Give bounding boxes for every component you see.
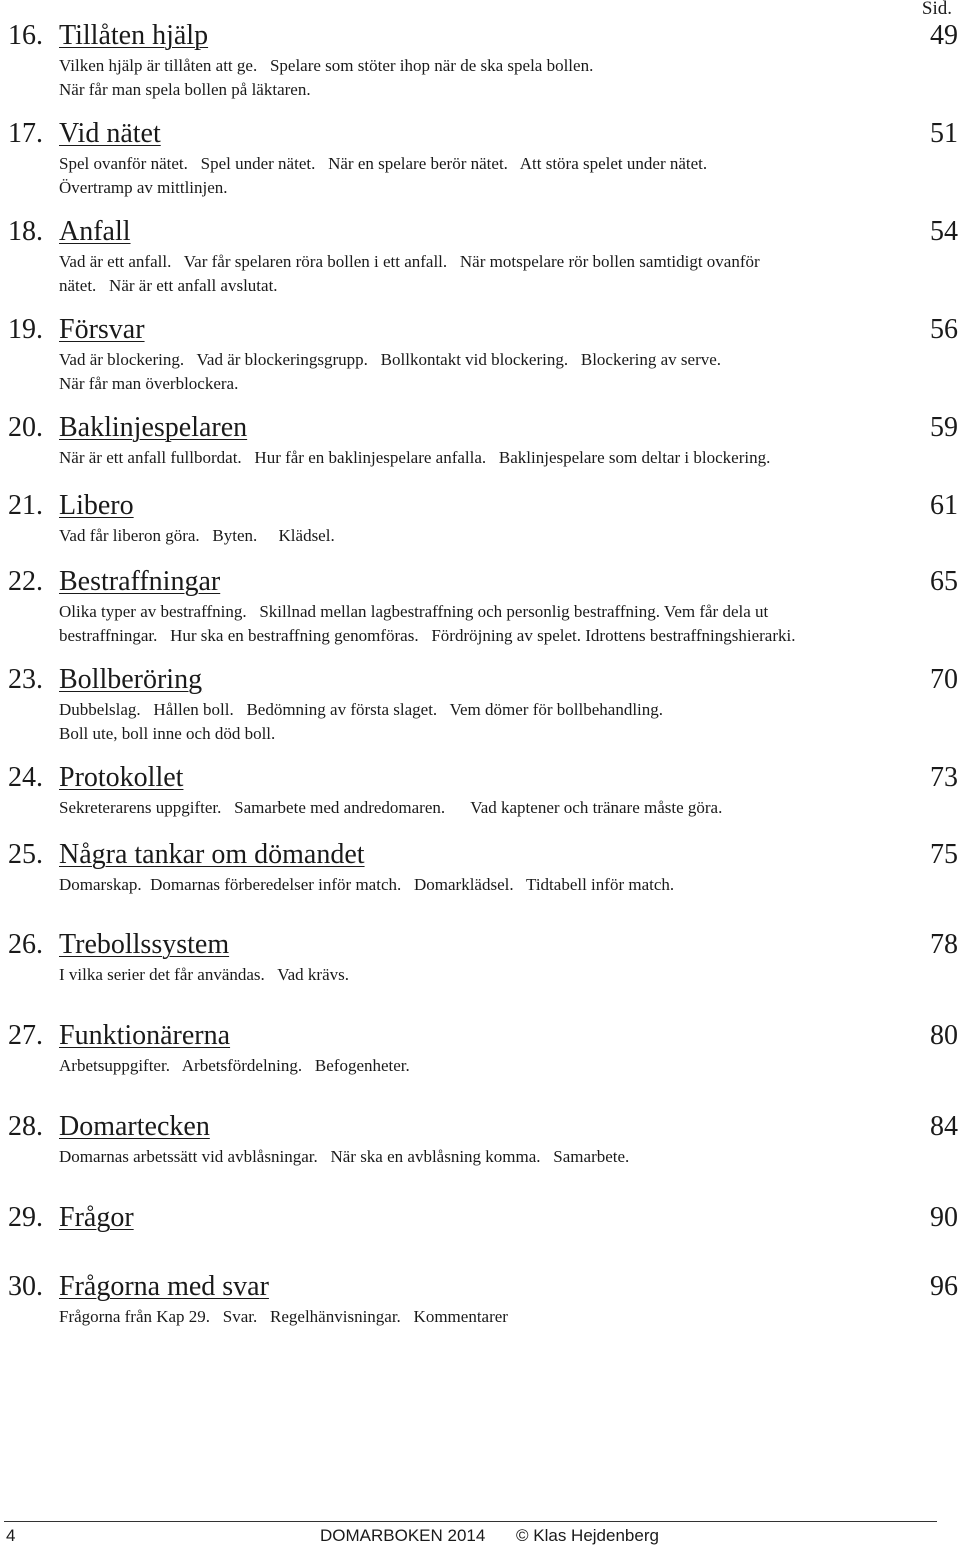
toc-entry-heading: [0, 760, 960, 796]
page-column-label: Sid.: [921, 0, 952, 19]
description-line: Vilken hjälp är tillåten att ge. Spelare som stöter ihop när de ska spela bollen.: [59, 56, 594, 75]
chapter-page-number: 75: [930, 839, 958, 870]
chapter-number: 19.: [8, 314, 43, 345]
description-line: bestraffningar. Hur ska en bestraffning genomföras. Fördröjning av spelet. Idrottens bestraffningshierarki.: [59, 626, 796, 645]
chapter-page-number: 96: [930, 1271, 958, 1302]
chapter-number: 27.: [8, 1020, 43, 1051]
chapter-description: [59, 963, 939, 987]
chapter-number: 29.: [8, 1202, 43, 1233]
description-line: Boll ute, boll inne och död boll.: [59, 724, 276, 743]
chapter-title-link[interactable]: Frågor: [59, 1202, 134, 1233]
description-line: Vad är blockering. Vad är blockeringsgrupp. Bollkontakt vid blockering. Blockering av serve.: [59, 350, 722, 369]
chapter-page-number: 59: [930, 412, 958, 443]
chapter-title-link[interactable]: Tillåten hjälp: [59, 20, 209, 51]
chapter-number: 22.: [8, 566, 43, 597]
chapter-page-number: 65: [930, 566, 958, 597]
footer-page-number: 4: [6, 1526, 16, 1545]
chapter-title-link[interactable]: Vid nätet: [59, 118, 161, 149]
chapter-number: 30.: [8, 1271, 43, 1302]
toc-entry-heading: [0, 1200, 960, 1236]
description-line: När får man överblockera.: [59, 374, 239, 393]
chapter-description: [59, 873, 939, 897]
toc-entry-heading: [0, 18, 960, 54]
chapter-page-number: 56: [930, 314, 958, 345]
description-line: Sekreterarens uppgifter. Samarbete med andredomaren. Vad kaptener och tränare måste göra.: [59, 798, 723, 817]
description-line: Frågorna från Kap 29. Svar. Regelhänvisningar. Kommentarer: [59, 1307, 508, 1326]
chapter-number: 25.: [8, 839, 43, 870]
description-line: Vad får liberon göra. Byten. Klädsel.: [59, 526, 335, 545]
chapter-page-number: 70: [930, 664, 958, 695]
chapter-description: [59, 446, 939, 470]
toc-entry-heading: [0, 1109, 960, 1145]
chapter-description: [59, 796, 939, 820]
chapter-title-link[interactable]: Libero: [59, 490, 134, 521]
chapter-number: 21.: [8, 490, 43, 521]
chapter-number: 17.: [8, 118, 43, 149]
chapter-description: [59, 1145, 939, 1169]
chapter-description: [59, 600, 939, 648]
description-line: Arbetsuppgifter. Arbetsfördelning. Befogenheter.: [59, 1056, 410, 1075]
chapter-page-number: 54: [930, 216, 958, 247]
chapter-title-link[interactable]: Anfall: [59, 216, 131, 247]
chapter-description: [59, 1054, 939, 1078]
toc-entry-heading: [0, 662, 960, 698]
toc-entry-heading: [0, 1269, 960, 1305]
chapter-title-link[interactable]: Försvar: [59, 314, 145, 345]
chapter-description: [59, 250, 939, 298]
chapter-description: [59, 348, 939, 396]
toc-entry-heading: [0, 488, 960, 524]
chapter-number: 24.: [8, 762, 43, 793]
chapter-page-number: 51: [930, 118, 958, 149]
chapter-title-link[interactable]: Bestraffningar: [59, 566, 221, 597]
chapter-number: 26.: [8, 929, 43, 960]
footer-book-title: DOMARBOKEN 2014: [320, 1526, 486, 1545]
description-line: När är ett anfall fullbordat. Hur får en baklinjespelare anfalla. Baklinjespelare som deltar i blockering.: [59, 448, 771, 467]
footer-copyright: © Klas Hejdenberg: [516, 1526, 659, 1545]
footer-divider: [4, 1521, 937, 1522]
chapter-title-link[interactable]: Några tankar om dömandet: [59, 839, 365, 870]
toc-entry-heading: [0, 214, 960, 250]
description-line: När får man spela bollen på läktaren.: [59, 80, 311, 99]
chapter-title-link[interactable]: Protokollet: [59, 762, 184, 793]
chapter-page-number: 61: [930, 490, 958, 521]
chapter-description: [59, 698, 939, 746]
description-line: Spel ovanför nätet. Spel under nätet. När en spelare berör nätet. Att störa spelet under nätet.: [59, 154, 708, 173]
toc-entry-heading: [0, 1018, 960, 1054]
chapter-description: [59, 524, 939, 548]
chapter-page-number: 73: [930, 762, 958, 793]
chapter-page-number: 49: [930, 20, 958, 51]
chapter-number: 23.: [8, 664, 43, 695]
chapter-title-link[interactable]: Funktionärerna: [59, 1020, 231, 1051]
description-line: I vilka serier det får användas. Vad krävs.: [59, 965, 349, 984]
description-line: nätet. När är ett anfall avslutat.: [59, 276, 278, 295]
toc-entry-heading: [0, 410, 960, 446]
description-line: Olika typer av bestraffning. Skillnad mellan lagbestraffning och personlig bestraffning. Vem får dela ut: [59, 602, 769, 621]
chapter-number: 20.: [8, 412, 43, 443]
toc-entry-heading: [0, 312, 960, 348]
toc-entry-heading: [0, 564, 960, 600]
toc-entry-heading: [0, 116, 960, 152]
chapter-title-link[interactable]: Trebollssystem: [59, 929, 230, 960]
chapter-title-link[interactable]: Baklinjespelaren: [59, 412, 248, 443]
description-line: Övertramp av mittlinjen.: [59, 178, 228, 197]
chapter-description: [59, 1305, 939, 1329]
description-line: Domarnas arbetssätt vid avblåsningar. När ska en avblåsning komma. Samarbete.: [59, 1147, 630, 1166]
chapter-number: 18.: [8, 216, 43, 247]
chapter-title-link[interactable]: Frågorna med svar: [59, 1271, 269, 1302]
chapter-number: 16.: [8, 20, 43, 51]
toc-entry-heading: [0, 837, 960, 873]
chapter-title-link[interactable]: Bollberöring: [59, 664, 203, 695]
chapter-page-number: 90: [930, 1202, 958, 1233]
chapter-page-number: 80: [930, 1020, 958, 1051]
chapter-page-number: 84: [930, 1111, 958, 1142]
chapter-description: [59, 54, 939, 102]
chapter-page-number: 78: [930, 929, 958, 960]
chapter-description: [59, 152, 939, 200]
toc-entry-heading: [0, 927, 960, 963]
description-line: Dubbelslag. Hållen boll. Bedömning av första slaget. Vem dömer för bollbehandling.: [59, 700, 664, 719]
chapter-title-link[interactable]: Domartecken: [59, 1111, 210, 1142]
description-line: Domarskap. Domarnas förberedelser inför match. Domarklädsel. Tidtabell inför match.: [59, 875, 675, 894]
description-line: Vad är ett anfall. Var får spelaren röra bollen i ett anfall. När motspelare rör bollen samtidigt ovanför: [59, 252, 760, 271]
chapter-number: 28.: [8, 1111, 43, 1142]
